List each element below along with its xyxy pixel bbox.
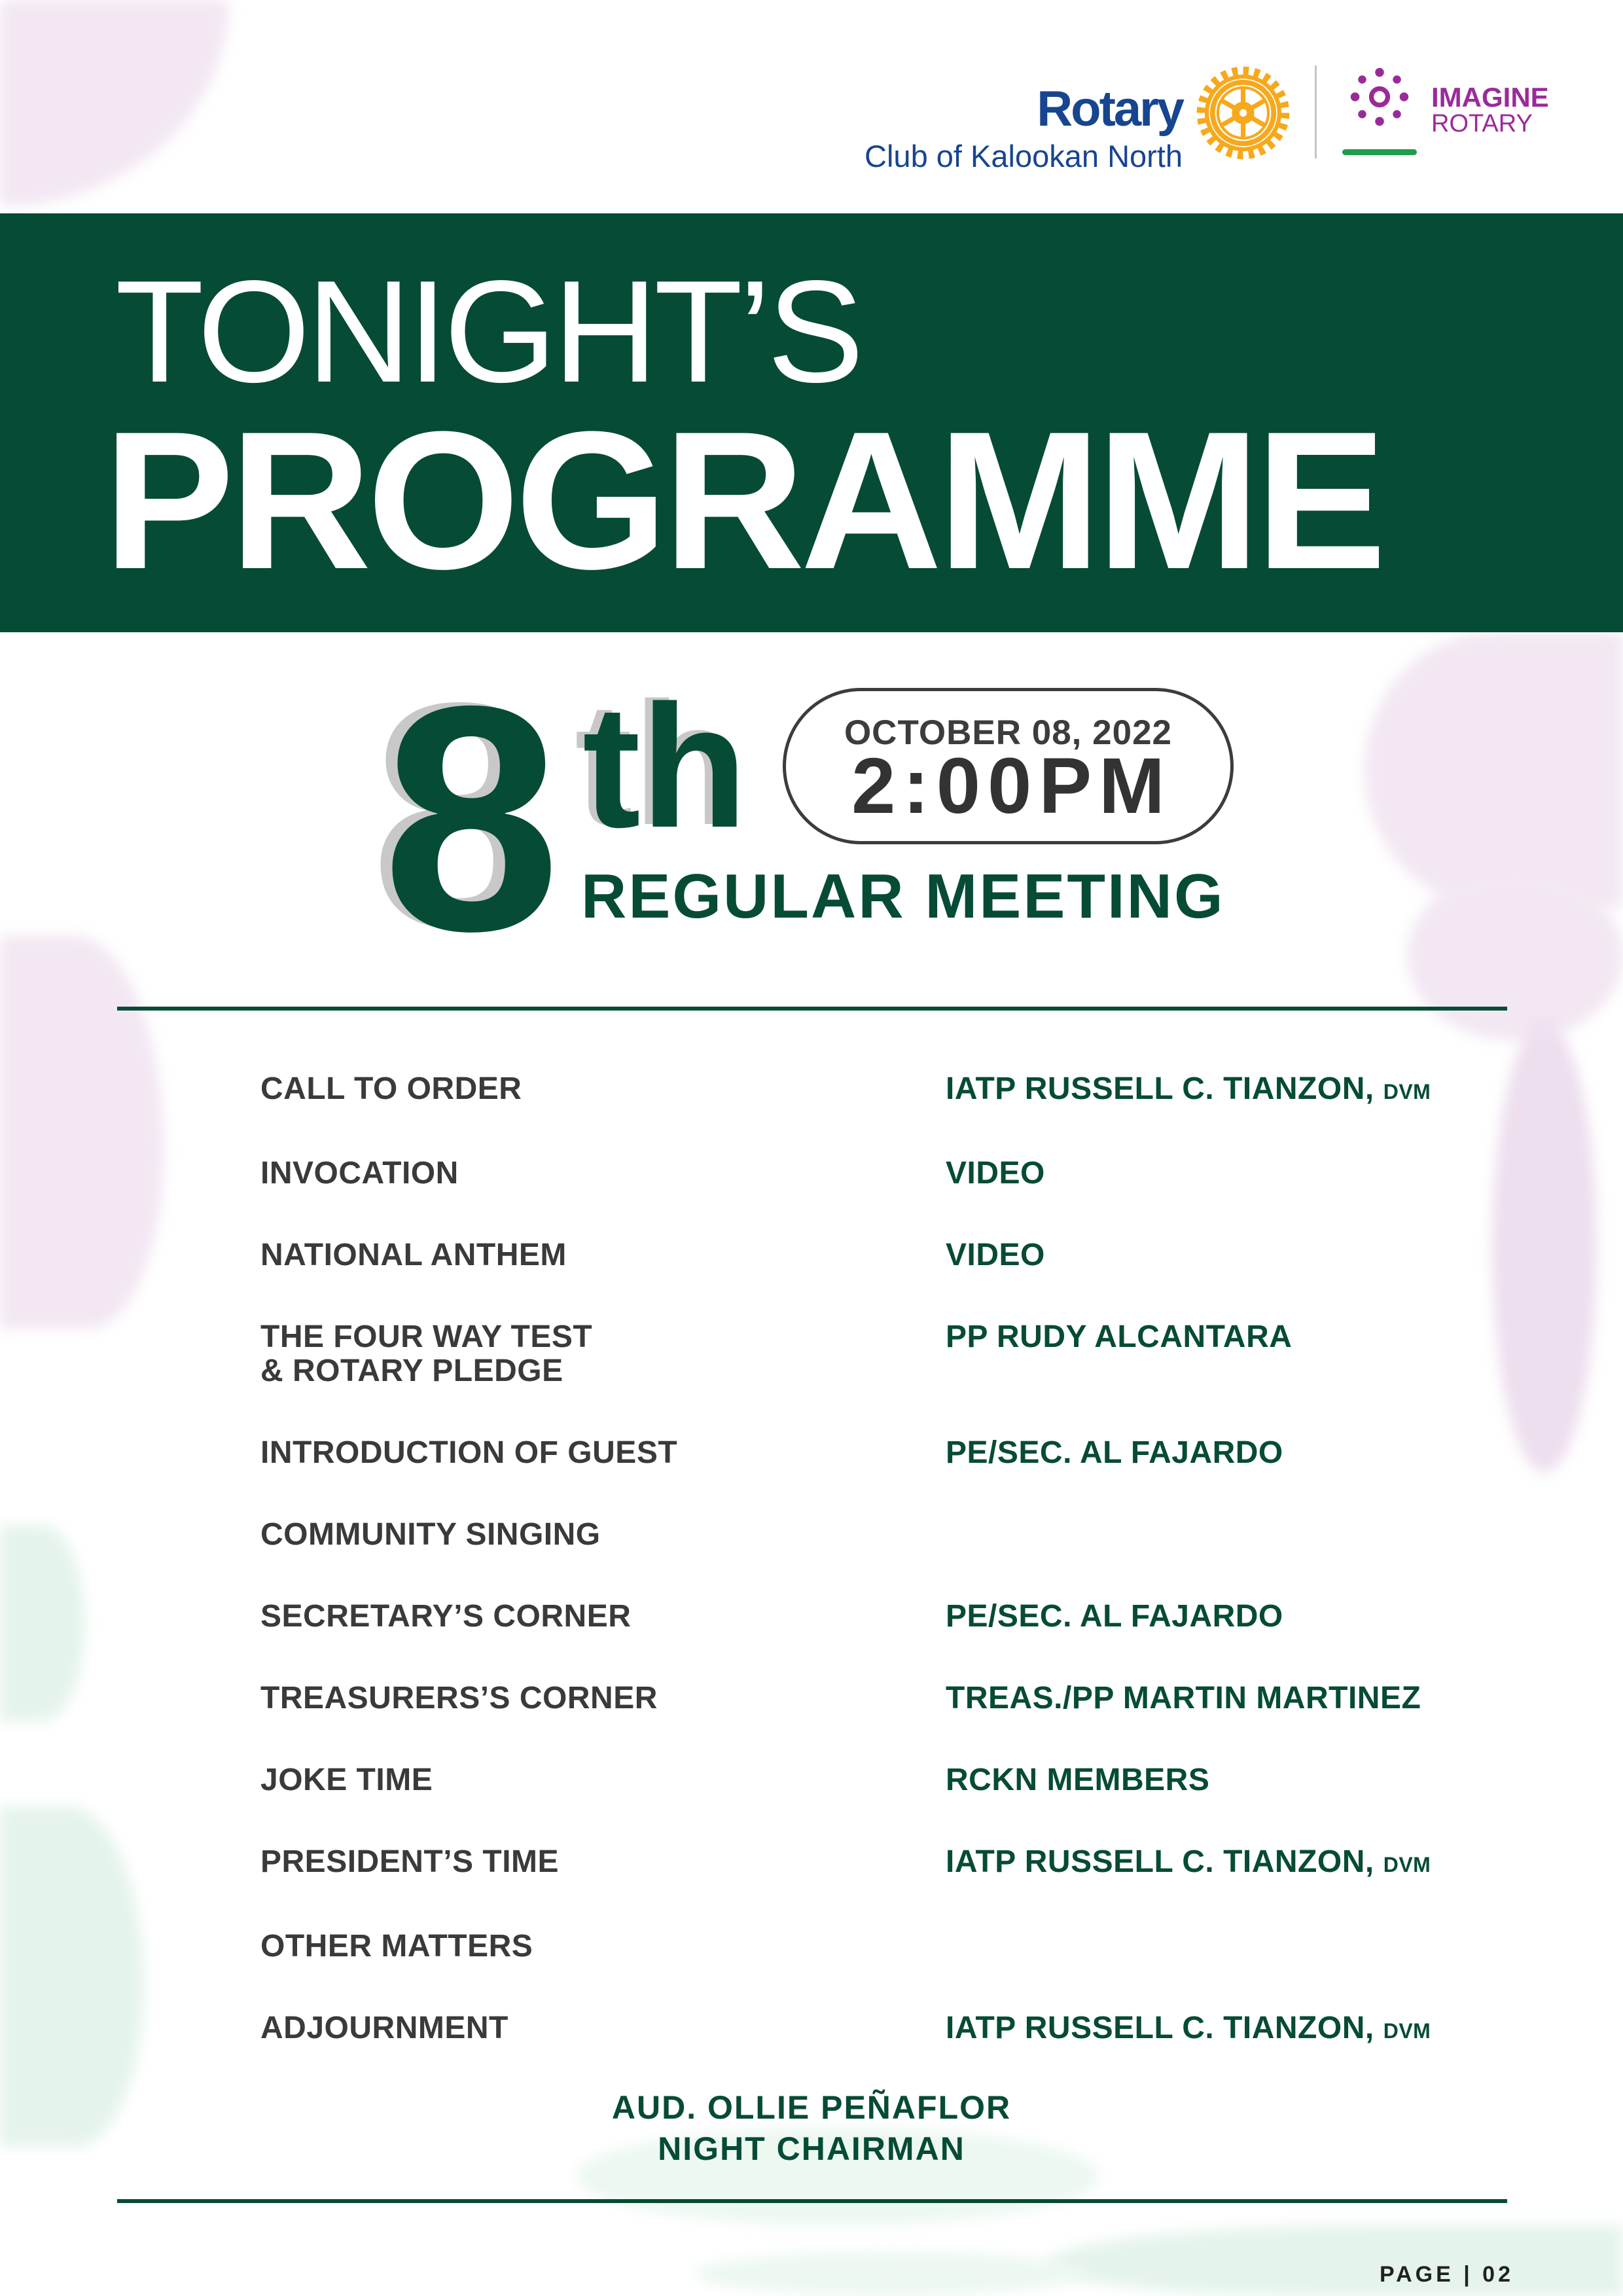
watercolor-blob-top-left <box>0 0 229 206</box>
programme-activity: OTHER MATTERS <box>260 1929 533 1964</box>
programme-activity: PRESIDENT’S TIME <box>260 1844 560 1879</box>
page-number: PAGE | 02 <box>1379 2262 1514 2287</box>
programme-row <box>260 1845 1507 1882</box>
watercolor-blob-right-middle <box>1407 870 1623 1041</box>
programme-row <box>260 1072 1507 1109</box>
person-credential: DVM <box>1383 1080 1431 1103</box>
programme-person <box>946 1238 1045 1272</box>
imagine-rotary-logo <box>1346 63 1414 131</box>
imagine-dot <box>1393 110 1400 118</box>
logo-divider <box>1315 65 1317 158</box>
programme-person <box>946 1763 1209 1797</box>
meeting-title: REGULAR MEETING <box>581 861 1225 931</box>
person-name: PE/SEC. AL FAJARDO <box>946 1435 1283 1470</box>
person-name: VIDEO <box>946 1156 1045 1191</box>
person-name: VIDEO <box>946 1238 1045 1272</box>
imagine-dot <box>1375 68 1384 77</box>
imagine-dot <box>1351 92 1360 101</box>
watercolor-blob-left <box>0 936 164 1329</box>
imagine-rotary-icon <box>1346 63 1414 131</box>
imagine-dot <box>1358 110 1366 118</box>
banner-title-line1: TONIGHT’S <box>115 251 861 413</box>
programme-activity: INTRODUCTION OF GUEST <box>260 1435 678 1470</box>
rotary-wheel-icon <box>1196 66 1290 160</box>
programme-list <box>260 1072 1507 2096</box>
imagine-label: IMAGINE <box>1431 82 1549 113</box>
person-name: RCKN MEMBERS <box>946 1763 1210 1797</box>
divider-bottom <box>117 2199 1507 2203</box>
night-chairman-role: NIGHT CHAIRMAN <box>658 2130 965 2167</box>
programme-activity: INVOCATION <box>260 1156 459 1191</box>
rotary-wordmark: Rotary <box>1037 81 1183 137</box>
person-name: PE/SEC. AL FAJARDO <box>946 1599 1283 1634</box>
programme-person <box>946 1600 1283 1634</box>
imagine-dot <box>1358 75 1366 83</box>
imagine-underline <box>1342 149 1417 155</box>
meeting-ordinal-suffix: th <box>582 668 748 864</box>
programme-activity: COMMUNITY SINGING <box>260 1517 601 1552</box>
divider-top <box>117 1007 1507 1011</box>
person-name: IATP RUSSELL C. TIANZON, <box>946 1844 1374 1879</box>
programme-row <box>260 2011 1507 2048</box>
imagine-dot <box>1375 117 1384 126</box>
watercolor-blob-right-upper <box>1364 632 1623 907</box>
meeting-date: OCTOBER 08, 2022 <box>844 713 1173 752</box>
watercolor-blob-left-green <box>0 1525 85 1721</box>
night-chairman <box>0 2087 1623 2170</box>
programme-person <box>946 1845 1431 1882</box>
programme-activity: ADJOURNMENT <box>260 2011 508 2045</box>
programme-person <box>946 1681 1421 1715</box>
imagine-rotary-label: ROTARY <box>1431 110 1533 137</box>
programme-row <box>260 1238 1507 1272</box>
programme-activity: SECRETARY’S CORNER <box>260 1599 632 1634</box>
night-chairman-name: AUD. OLLIE PEÑAFLOR <box>611 2089 1012 2126</box>
date-time-badge <box>783 688 1234 844</box>
watercolor-blob-bottom-streak <box>694 2251 1086 2296</box>
person-name: TREAS./PP MARTIN MARTINEZ <box>946 1681 1421 1715</box>
programme-row <box>260 1681 1507 1715</box>
programme-activity: JOKE TIME <box>260 1763 433 1797</box>
programme-activity: TREASURERS’S CORNER <box>260 1681 658 1715</box>
programme-row <box>260 1929 1507 1964</box>
person-name: PP RUDY ALCANTARA <box>946 1319 1293 1354</box>
watercolor-blob-right-streak <box>1492 1021 1597 1473</box>
person-credential: DVM <box>1383 2019 1431 2043</box>
programme-row <box>260 1320 1507 1388</box>
meeting-number: 8 <box>382 639 561 997</box>
programme-person <box>946 1157 1045 1191</box>
imagine-center-ring <box>1372 89 1388 105</box>
programme-person <box>946 1072 1431 1109</box>
person-name: IATP RUSSELL C. TIANZON, <box>946 2011 1374 2045</box>
programme-activity: THE FOUR WAY TEST & ROTARY PLEDGE <box>260 1319 593 1388</box>
title-banner <box>0 213 1623 632</box>
programme-person <box>946 2011 1431 2048</box>
club-name: Club of Kalookan North <box>865 139 1183 173</box>
rotary-wheel-logo <box>1196 66 1290 160</box>
programme-row <box>260 1518 1507 1552</box>
programme-activity: CALL TO ORDER <box>260 1071 522 1106</box>
programme-row <box>260 1157 1507 1191</box>
person-credential: DVM <box>1383 1853 1431 1876</box>
programme-row <box>260 1763 1507 1797</box>
person-name: IATP RUSSELL C. TIANZON, <box>946 1071 1374 1106</box>
programme-activity: NATIONAL ANTHEM <box>260 1238 567 1272</box>
meeting-time: 2:00PM <box>851 741 1172 830</box>
imagine-dot <box>1400 92 1409 101</box>
programme-row <box>260 1436 1507 1470</box>
programme-person <box>946 1320 1292 1388</box>
watercolor-blob-bottom-right <box>1047 2225 1623 2296</box>
banner-title-line2: PROGRAMME <box>103 390 1382 610</box>
programme-person <box>946 1436 1283 1470</box>
imagine-dot <box>1393 75 1400 83</box>
programme-row <box>260 1600 1507 1634</box>
wheel-keyway <box>1240 109 1247 117</box>
